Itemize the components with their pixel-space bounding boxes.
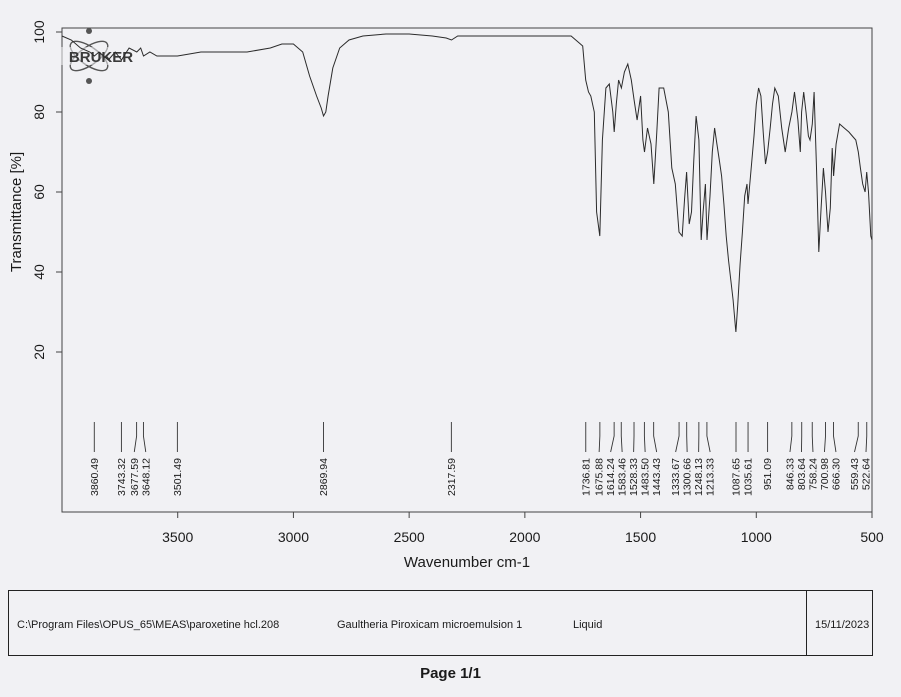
peak-markers (89, 422, 873, 496)
peak-label: 666.30 (830, 458, 843, 491)
x-tick-label: 500 (860, 529, 884, 545)
peak-label: 1736.81 (580, 458, 593, 496)
peak-marker-line (143, 422, 145, 452)
sample-name: Gaultheria Piroxicam microemulsion 1 (337, 619, 523, 631)
y-tick-label: 100 (31, 20, 47, 44)
sample-form: Liquid (573, 619, 603, 631)
peak-marker-line (855, 422, 859, 452)
peak-label: 1443.43 (651, 458, 664, 496)
x-tick-label: 1000 (740, 529, 772, 545)
peak-label: 2317.59 (445, 458, 458, 496)
peak-label: 3677.59 (128, 458, 141, 496)
peak-marker-line (866, 422, 867, 452)
x-tick-label: 2000 (509, 529, 541, 545)
peak-label: 758.24 (807, 458, 820, 491)
peak-label: 1528.33 (628, 458, 641, 496)
plot-frame (62, 28, 872, 512)
x-axis-title: Wavenumber cm-1 (403, 554, 531, 571)
peak-marker-line (599, 422, 600, 452)
peak-label: 559.43 (849, 458, 861, 491)
peak-label: 846.33 (784, 458, 797, 491)
y-tick-label: 60 (31, 184, 47, 200)
peak-marker-line (812, 422, 813, 452)
footer-divider (806, 591, 807, 655)
y-tick-label: 20 (31, 344, 47, 360)
peak-label: 1333.67 (670, 458, 683, 496)
peak-marker-line (676, 422, 679, 452)
x-tick-label: 1500 (624, 529, 657, 545)
peak-label: 951.09 (762, 458, 775, 491)
x-axis (162, 512, 884, 545)
peak-marker-line (611, 422, 614, 452)
file-path: C:\Program Files\OPUS_65\MEAS\paroxetine hcl.208 (17, 619, 280, 631)
peak-label: 3860.49 (88, 458, 101, 496)
peak-marker-line (790, 422, 792, 452)
spectrum-line (62, 34, 872, 332)
peak-label: 1300.66 (681, 458, 694, 496)
y-tick-label: 80 (31, 104, 47, 120)
peak-label: 700.98 (818, 458, 831, 491)
peak-label: 1483.50 (639, 458, 652, 496)
peak-marker-line (707, 422, 710, 452)
peak-marker-line (824, 422, 825, 452)
peak-label: 522.64 (860, 458, 873, 491)
peak-marker-line (834, 422, 836, 452)
peak-label: 1583.46 (616, 458, 629, 496)
peak-label: 803.64 (795, 458, 808, 491)
peak-label: 1213.33 (704, 458, 717, 496)
page-number: Page 1/1 (420, 665, 481, 682)
x-tick-label: 2500 (393, 529, 425, 545)
peak-label: 3743.32 (115, 458, 128, 496)
bruker-logo (61, 28, 141, 84)
peak-label: 3648.12 (140, 458, 153, 496)
peak-marker-line (134, 422, 136, 452)
peak-label: 1675.88 (593, 458, 606, 496)
peak-label: 1087.65 (730, 458, 743, 496)
x-tick-label: 3500 (162, 529, 194, 545)
footer-info-box (8, 590, 873, 656)
peak-marker-line (654, 422, 657, 452)
bruker-logo-text: BRUKER (68, 49, 134, 66)
y-axis-title: Transmittance [%] (8, 151, 25, 273)
measurement-date: 15/11/2023 (815, 619, 870, 631)
peak-label: 1035.61 (742, 458, 755, 496)
y-axis (31, 20, 62, 360)
peak-marker-line (644, 422, 645, 452)
y-tick-label: 40 (31, 264, 47, 280)
peak-marker-line (621, 422, 622, 452)
x-tick-label: 3000 (277, 529, 310, 545)
peak-label: 2869.94 (318, 458, 331, 496)
peak-label: 3501.49 (171, 458, 184, 496)
peak-label: 1248.13 (693, 458, 706, 496)
peak-label: 1614.24 (605, 458, 618, 496)
